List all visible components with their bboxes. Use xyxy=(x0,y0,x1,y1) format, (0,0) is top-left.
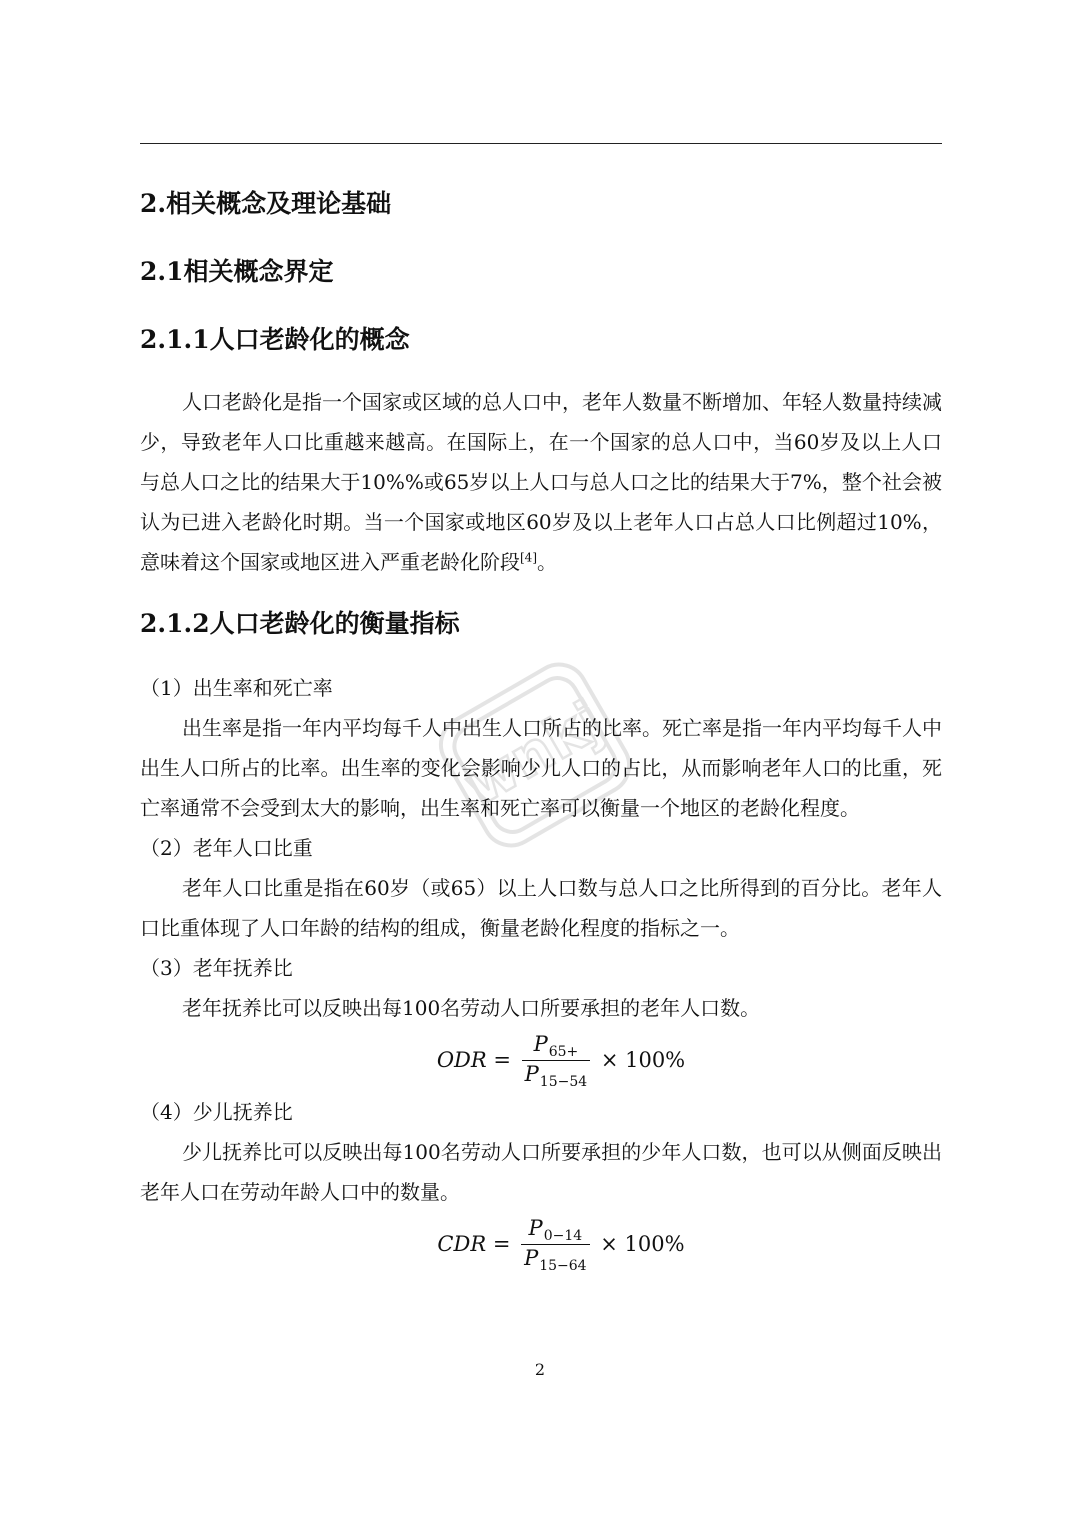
formula-cdr-den-sub: 15−64 xyxy=(539,1257,587,1274)
item-text-1: 出生率是指一年内平均每千人中出生人口所占的比率。死亡率是指一年内平均每千人中出生人口所占的比率。出生率的变化会影响少儿人口的占比，从而影响老年人口的比重，死亡率通常不会受到太大的影响，出生率和死亡率可以衡量一个地区的老龄化程度。 xyxy=(140,716,942,820)
formula-cdr-fraction xyxy=(521,1215,590,1274)
formula-cdr-den-var: P xyxy=(524,1245,539,1270)
citation-ref: [4] xyxy=(520,550,537,565)
paragraph-aging-definition xyxy=(140,382,942,582)
item-text-3: 老年抚养比可以反映出每100名劳动人口所要承担的老年人口数。 xyxy=(182,996,761,1020)
formula-odr-lhs: ODR = xyxy=(436,1048,518,1072)
formula-odr xyxy=(180,1028,942,1092)
formula-cdr-denominator xyxy=(521,1245,590,1274)
page-number: 2 xyxy=(534,1360,546,1379)
item-label-3: （3）老年抚养比 xyxy=(140,956,293,980)
formula-odr-numerator xyxy=(531,1031,582,1060)
section-title: 2.1相关概念界定 xyxy=(140,257,334,286)
formula-odr-num-var: P xyxy=(533,1031,548,1056)
item-label-2: （2）老年人口比重 xyxy=(140,836,313,860)
formula-odr-den-var: P xyxy=(524,1061,539,1086)
formula-cdr-num-var: P xyxy=(528,1215,543,1240)
item-label-1: （1）出生率和死亡率 xyxy=(140,676,333,700)
page-content xyxy=(140,180,942,1276)
item-text-2: 老年人口比重是指在60岁（或65）以上人口数与总人口之比所得到的百分比。老年人口比重体现了人口年龄的结构的组成，衡量老龄化程度的指标之一。 xyxy=(140,876,942,940)
item-label-4: （4）少儿抚养比 xyxy=(140,1100,293,1124)
formula-cdr-rhs: × 100% xyxy=(593,1232,685,1256)
header-rule xyxy=(140,143,942,144)
subsection-title-1: 2.1.1人口老龄化的概念 xyxy=(140,325,410,354)
formula-cdr-num-sub: 0−14 xyxy=(543,1227,583,1244)
formula-odr-fraction xyxy=(522,1031,591,1090)
formula-odr-num-sub: 65+ xyxy=(548,1043,579,1060)
formula-odr-den-sub: 15−54 xyxy=(539,1073,588,1090)
paragraph-aging-end: 。 xyxy=(537,550,557,574)
chapter-title: 2.相关概念及理论基础 xyxy=(140,189,392,218)
paragraph-aging-text: 人口老龄化是指一个国家或区域的总人口中，老年人数量不断增加、年轻人数量持续减少，导致老年人口比重越来越高。在国际上，在一个国家的总人口中，当60岁及以上人口与总人口之比的结果大于10%%或65岁以上人口与总人口之比的结果大于7%，整个社会被认为已进入老龄化时期。当一个国家或地区60岁及以上老年人口占总人口比例超过10%，意味着这个国家或地区进入严重老龄化阶段 xyxy=(140,390,942,574)
subsection-title-2: 2.1.2人口老龄化的衡量指标 xyxy=(140,609,460,638)
watermark-text: wnkj xyxy=(453,688,615,819)
formula-cdr-numerator xyxy=(526,1215,586,1244)
formula-odr-denominator xyxy=(522,1061,591,1090)
item-text-4: 少儿抚养比可以反映出每100名劳动人口所要承担的少年人口数，也可以从侧面反映出老年人口在劳动年龄人口中的数量。 xyxy=(140,1140,942,1204)
formula-cdr xyxy=(180,1212,942,1276)
formula-odr-rhs: × 100% xyxy=(594,1048,686,1072)
formula-cdr-lhs: CDR = xyxy=(437,1232,518,1256)
